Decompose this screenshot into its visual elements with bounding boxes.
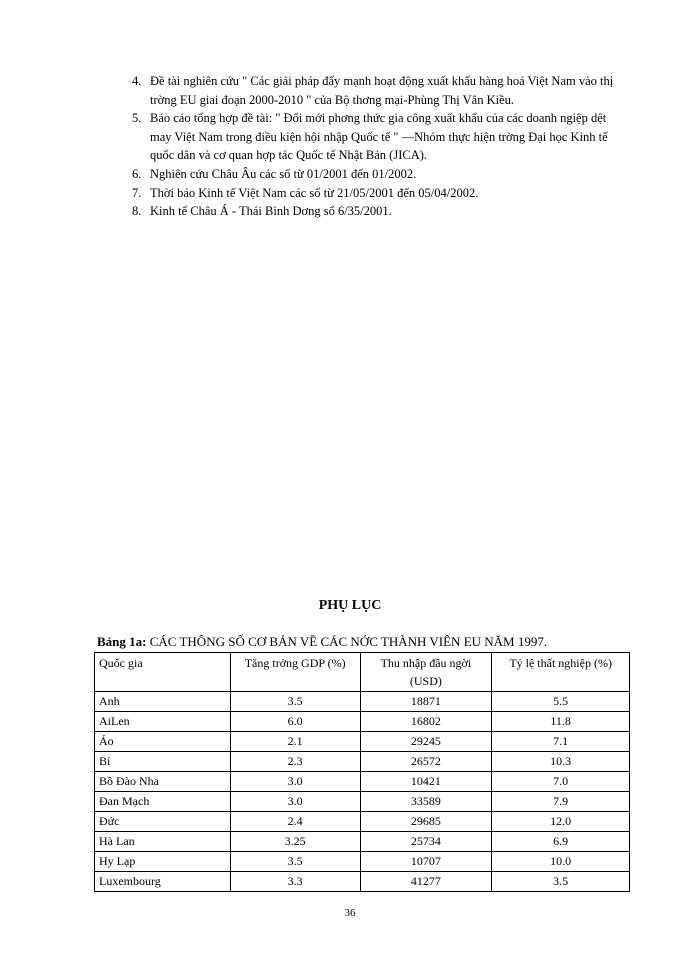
cell-gdp: 6.0 [230, 712, 360, 732]
cell-unemployment: 7.9 [492, 792, 630, 812]
cell-unemployment: 7.0 [492, 772, 630, 792]
cell-gdp: 3.5 [230, 852, 360, 872]
cell-income: 33589 [360, 792, 492, 812]
cell-income: 25734 [360, 832, 492, 852]
cell-income: 10421 [360, 772, 492, 792]
cell-country: Đan Mạch [95, 792, 231, 812]
reference-text: Kinh tế Châu Á - Thái Bình Dơng số 6/35/2001. [150, 204, 392, 219]
reference-text: Thời báo Kinh tế Việt Nam các số từ 21/05/2001 đến 05/04/2002. [150, 185, 479, 200]
reference-text: Nghiên cứu Châu Âu các số từ 01/2001 đến 01/2002. [150, 166, 417, 181]
cell-income: 10707 [360, 852, 492, 872]
table-header-row [95, 653, 630, 692]
cell-unemployment: 6.9 [492, 832, 630, 852]
cell-country: Anh [95, 692, 231, 712]
reference-number: 4. [132, 74, 142, 88]
cell-gdp: 3.0 [230, 772, 360, 792]
reference-list [132, 72, 630, 221]
cell-unemployment: 11.8 [492, 712, 630, 732]
cell-unemployment: 10.0 [492, 852, 630, 872]
cell-country: Hy Lạp [95, 852, 231, 872]
cell-country: Hà Lan [95, 832, 231, 852]
cell-gdp: 3.25 [230, 832, 360, 852]
table-row [95, 832, 630, 852]
reference-number: 7. [132, 185, 142, 200]
cell-unemployment: 12.0 [492, 812, 630, 832]
table-row [95, 712, 630, 732]
table-row [95, 772, 630, 792]
header-country: Quốc gia [95, 653, 231, 692]
cell-country: AiLen [95, 712, 231, 732]
table-row [95, 692, 630, 712]
cell-gdp: 3.3 [230, 872, 360, 892]
cell-country: Luxembourg [95, 872, 231, 892]
table-row [95, 732, 630, 752]
reference-item [132, 165, 630, 184]
cell-income: 16802 [360, 712, 492, 732]
cell-country: Bồ Đào Nha [95, 772, 231, 792]
cell-gdp: 2.3 [230, 752, 360, 772]
reference-text: Đề tài nghiên cứu " Các giải pháp đẩy mạnh hoạt động xuất khẩu hàng hoá Việt Nam vào thị trờng EU giai đoạn 2000-2010 " của Bộ thơng mại-Phùng Thị Vân Kiều. [150, 74, 614, 107]
cell-country: Áo [95, 732, 231, 752]
cell-unemployment: 3.5 [492, 872, 630, 892]
cell-unemployment: 7.1 [492, 732, 630, 752]
reference-item [132, 109, 630, 165]
cell-unemployment: 10.3 [492, 752, 630, 772]
cell-gdp: 2.4 [230, 812, 360, 832]
reference-text: Báo cáo tổng hợp đề tài: " Đổi mới phơng thức gia công xuất khẩu của các doanh ngiệp dệt may Việt Nam trong điều kiện hội nhập Quốc tế " —Nhóm thực hiện trờng Đại học Kinh tế quốc dân và cơ quan hợp tác Quốc tế Nhật Bản (JICA). [150, 111, 608, 163]
reference-item [132, 202, 630, 221]
table-row [95, 792, 630, 812]
cell-income: 41277 [360, 872, 492, 892]
cell-income: 26572 [360, 752, 492, 772]
reference-item [132, 72, 630, 109]
cell-unemployment: 5.5 [492, 692, 630, 712]
reference-number: 8. [132, 204, 142, 219]
reference-number: 6. [132, 166, 142, 181]
cell-gdp: 2.1 [230, 732, 360, 752]
cell-gdp: 3.5 [230, 692, 360, 712]
table-row [95, 852, 630, 872]
appendix-title: PHỤ LỤC [318, 598, 382, 613]
page-number: 36 [344, 907, 356, 919]
table-caption-label: Bảng 1a: [97, 634, 147, 649]
table-row [95, 812, 630, 832]
cell-country: Bỉ [95, 752, 231, 772]
header-income-per-capita: Thu nhập đầu ngời (USD) [360, 653, 492, 692]
reference-item [132, 184, 630, 203]
cell-gdp: 3.0 [230, 792, 360, 812]
cell-income: 29685 [360, 812, 492, 832]
header-unemployment-rate: Tỷ lệ thất nghiệp (%) [492, 653, 630, 692]
table-row [95, 872, 630, 892]
cell-country: Đức [95, 812, 231, 832]
eu-statistics-table [94, 652, 630, 892]
reference-number: 5. [132, 111, 142, 126]
cell-income: 18871 [360, 692, 492, 712]
header-gdp-growth: Tăng trởng GDP (%) [230, 653, 360, 692]
table-caption [97, 634, 547, 650]
table-caption-text: CÁC THÔNG SỐ CƠ BẢN VỀ CÁC NỚC THÀNH VIÊN EU NĂM 1997. [146, 634, 548, 649]
cell-income: 29245 [360, 732, 492, 752]
table-row [95, 752, 630, 772]
